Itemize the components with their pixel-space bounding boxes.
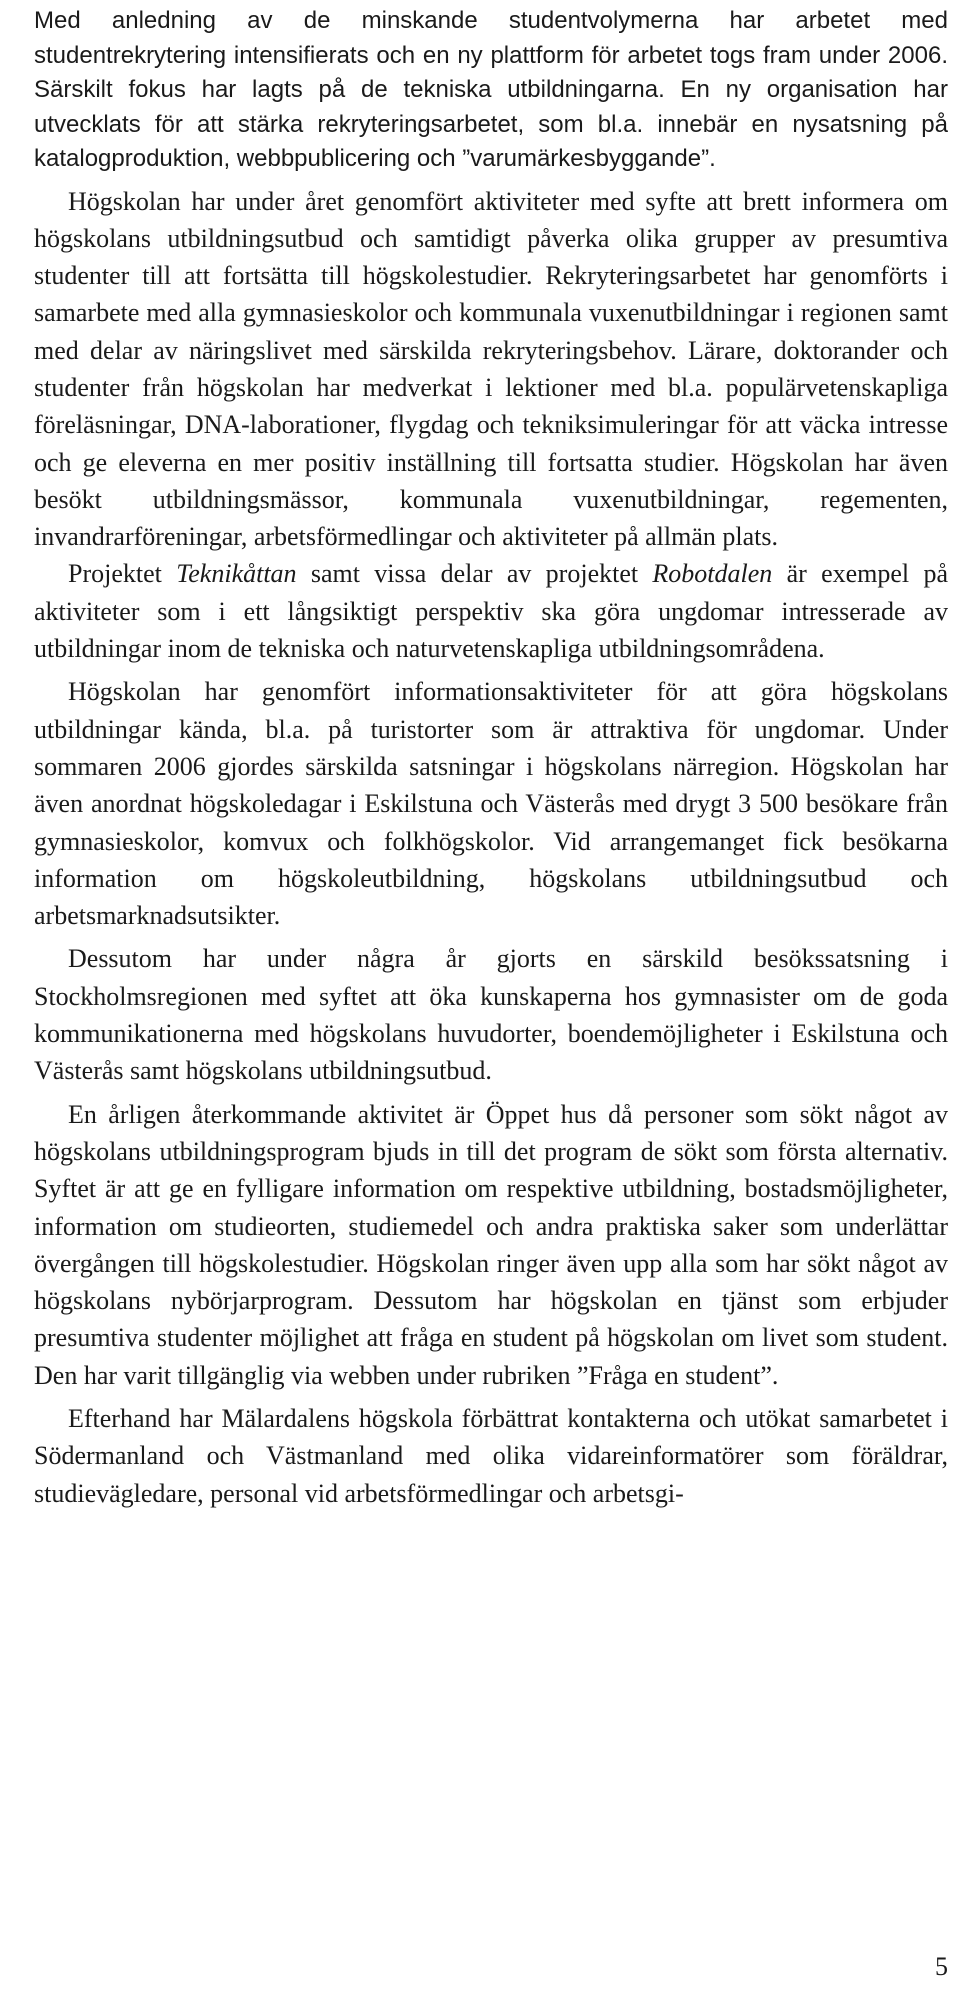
- paragraph-activities: Högskolan har under året genomfört aktiviteter med syfte att brett informera om högskolans utbildningsutbud och samtidigt påverka olika grupper av presumtiva studenter till att fortsätta till högskolestudier. Rekryteringsarbetet har genomförts i samarbete med alla gymnasieskolor och kommunala vuxenutbildningar i regionen samt med delar av näringslivet med särskilda rekryteringsbehov. Lärare, doktorander och studenter från högskolan har medverkat i lektioner med bl.a. populärvetenskapliga föreläsningar, DNA-laborationer, flygdag och tekniksimuleringar för att väcka intresse och ge eleverna en mer positiv inställning till fortsatta studier. Högskolan har även besökt utbildningsmässor, kommunala vuxenutbildningar, regementen, invandrarföreningar, arbetsförmedlingar och aktiviteter på allmän plats.: [34, 186, 948, 552]
- project-name-teknikattan: Teknikåttan: [176, 559, 297, 589]
- project-name-robotdalen: Robotdalen: [652, 559, 773, 589]
- paragraph-projects: [34, 555, 948, 667]
- paragraph-cooperation: Efterhand har Mälardalens högskola förbättrat kontakterna och utökat samarbetet i Södermanland och Västmanland med olika vidareinformatörer som föräldrar, studievägledare, personal vid arbetsförmedlingar och arbetsgi-: [34, 1404, 948, 1508]
- document-page: [34, 0, 948, 1512]
- projects-text-middle: samt vissa delar av projektet: [296, 559, 653, 589]
- projects-text-before: Projektet: [68, 559, 177, 589]
- paragraph-open-house: En årligen återkommande aktivitet är Öppet hus då personer som sökt något av högskolans utbildningsprogram bjuds in till det program de sökt som första alternativ. Syftet är att ge en fylligare information om respektive utbildning, bostadsmöjligheter, information om studieorten, studiemedel och andra praktiska saker som underlättar övergången till högskolestudier. Högskolan ringer även upp alla som har sökt något av högskolans nybörjarprogram. Dessutom har högskolan en tjänst som erbjuder presumtiva studenter möjlighet att fråga en student på högskolan om livet som student. Den har varit tillgänglig via webben under rubriken ”Fråga en student”.: [34, 1099, 948, 1390]
- paragraph-stockholm-effort: Dessutom har under några år gjorts en särskild besökssatsning i Stockholmsregionen med syftet att öka kunskaperna hos gymnasister om de goda kommunikationerna med högskolans huvudorter, boendemöjligheter i Eskilstuna och Västerås samt högskolans utbildningsutbud.: [34, 944, 948, 1086]
- paragraph-intro: Med anledning av de minskande studentvolymerna har arbetet med studentrekrytering intensifierats och en ny plattform för arbetet togs fram under 2006. Särskilt fokus har lagts på de tekniska utbildningarna. En ny organisation har utvecklats för att stärka rekryteringsarbetet, som bl.a. innebär en nysatsning på katalogproduktion, webbpublicering och ”varumärkesbyggande”.: [34, 7, 948, 172]
- paragraph-information-activities: Högskolan har genomfört informationsaktiviteter för att göra högskolans utbildningar kända, bl.a. på turistorter som är attraktiva för ungdomar. Under sommaren 2006 gjordes särskilda satsningar i högskolans närregion. Högskolan har även anordnat högskoledagar i Eskilstuna och Västerås med drygt 3 500 besökare från gymnasieskolor, komvux och folkhögskolor. Vid arrangemanget fick besökarna information om högskoleutbildning, högskolans utbildningsutbud och arbetsmarknadsutsikter.: [34, 677, 948, 931]
- projects-text-after: är exempel på aktiviteter som i ett långsiktigt perspektiv ska göra ungdomar intresserade av utbildningar inom de tekniska och naturvetenskapliga utbildningsområdena.: [34, 559, 948, 664]
- page-number: 5: [935, 1952, 948, 1981]
